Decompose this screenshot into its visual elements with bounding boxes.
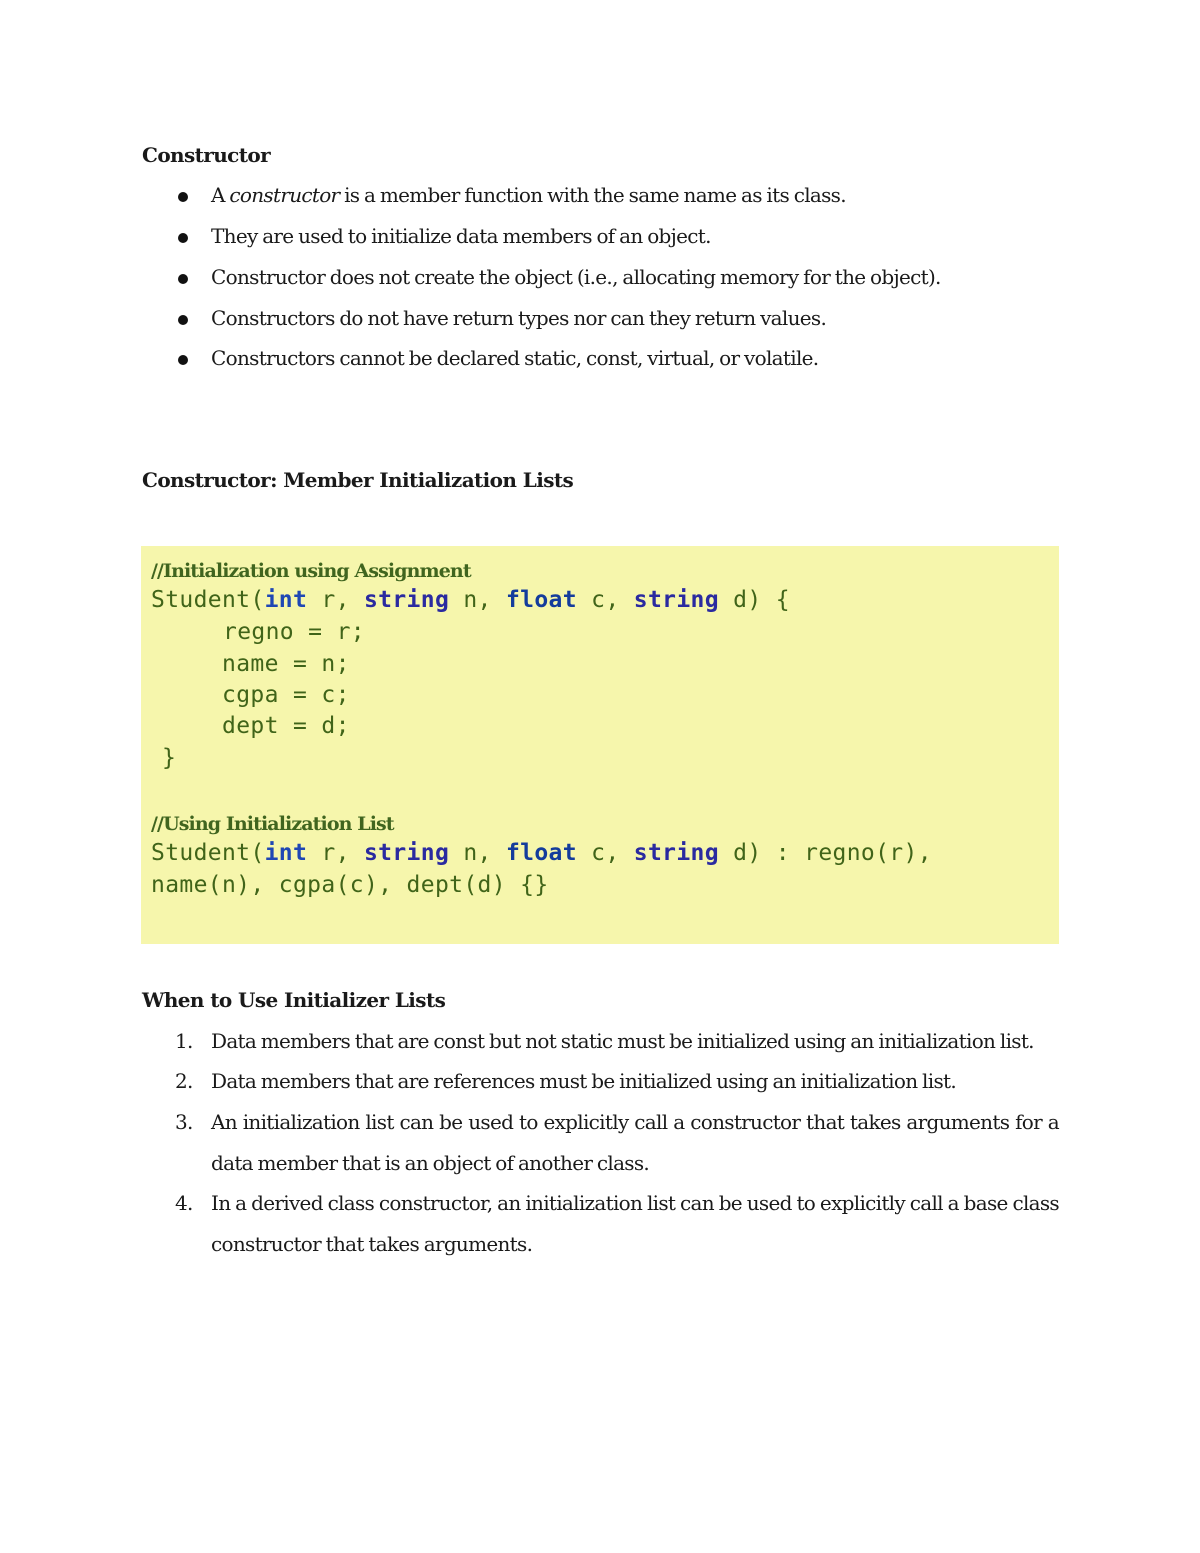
bullet-item: A constructor is a member function with the same name as its class. <box>211 183 846 207</box>
list-item: 3. An initialization list can be used to explicitly call a constructor that takes arguments for a data member that is an object of another class. <box>175 1110 1059 1175</box>
list-item: 1. Data members that are const but not static must be initialized using an initialization list. <box>175 1029 1034 1053</box>
code-line-signature-init-list: Student(int r, string n, float c, string d) : regno(r), <box>151 840 932 866</box>
code-line-body: cgpa = c; <box>222 682 350 708</box>
bullet-item: Constructor does not create the object (i.e., allocating memory for the object). <box>211 265 941 289</box>
code-line-close-brace: } <box>162 745 177 771</box>
bullet-dot-icon <box>178 274 188 284</box>
bullet-dot-icon <box>178 355 188 365</box>
bullet-item: Constructors cannot be declared static, const, virtual, or volatile. <box>211 346 818 370</box>
heading-when-to-use: When to Use Initializer Lists <box>142 988 446 1012</box>
code-comment-init-list: //Using Initialization List <box>151 813 394 835</box>
code-line-body: name = n; <box>222 651 350 677</box>
bullet-dot-icon <box>178 315 188 325</box>
bullet-dot-icon <box>178 233 188 243</box>
code-line-init-list: name(n), cgpa(c), dept(d) {} <box>151 872 549 898</box>
heading-constructor: Constructor <box>142 143 271 167</box>
bullet-item: Constructors do not have return types nor can they return values. <box>211 306 826 330</box>
list-item: 4. In a derived class constructor, an initialization list can be used to explicitly call a base class constructor that takes arguments. <box>175 1191 1059 1256</box>
heading-member-initialization-lists: Constructor: Member Initialization Lists <box>142 468 574 492</box>
code-line-signature: Student(int r, string n, float c, string d) { <box>151 587 790 613</box>
code-line-body: regno = r; <box>223 619 365 645</box>
code-comment-assignment: //Initialization using Assignment <box>151 560 471 582</box>
list-item: 2. Data members that are references must be initialized using an initialization list. <box>175 1069 956 1093</box>
code-line-body: dept = d; <box>222 713 350 739</box>
bullet-item: They are used to initialize data members of an object. <box>211 224 711 248</box>
bullet-dot-icon <box>178 192 188 202</box>
